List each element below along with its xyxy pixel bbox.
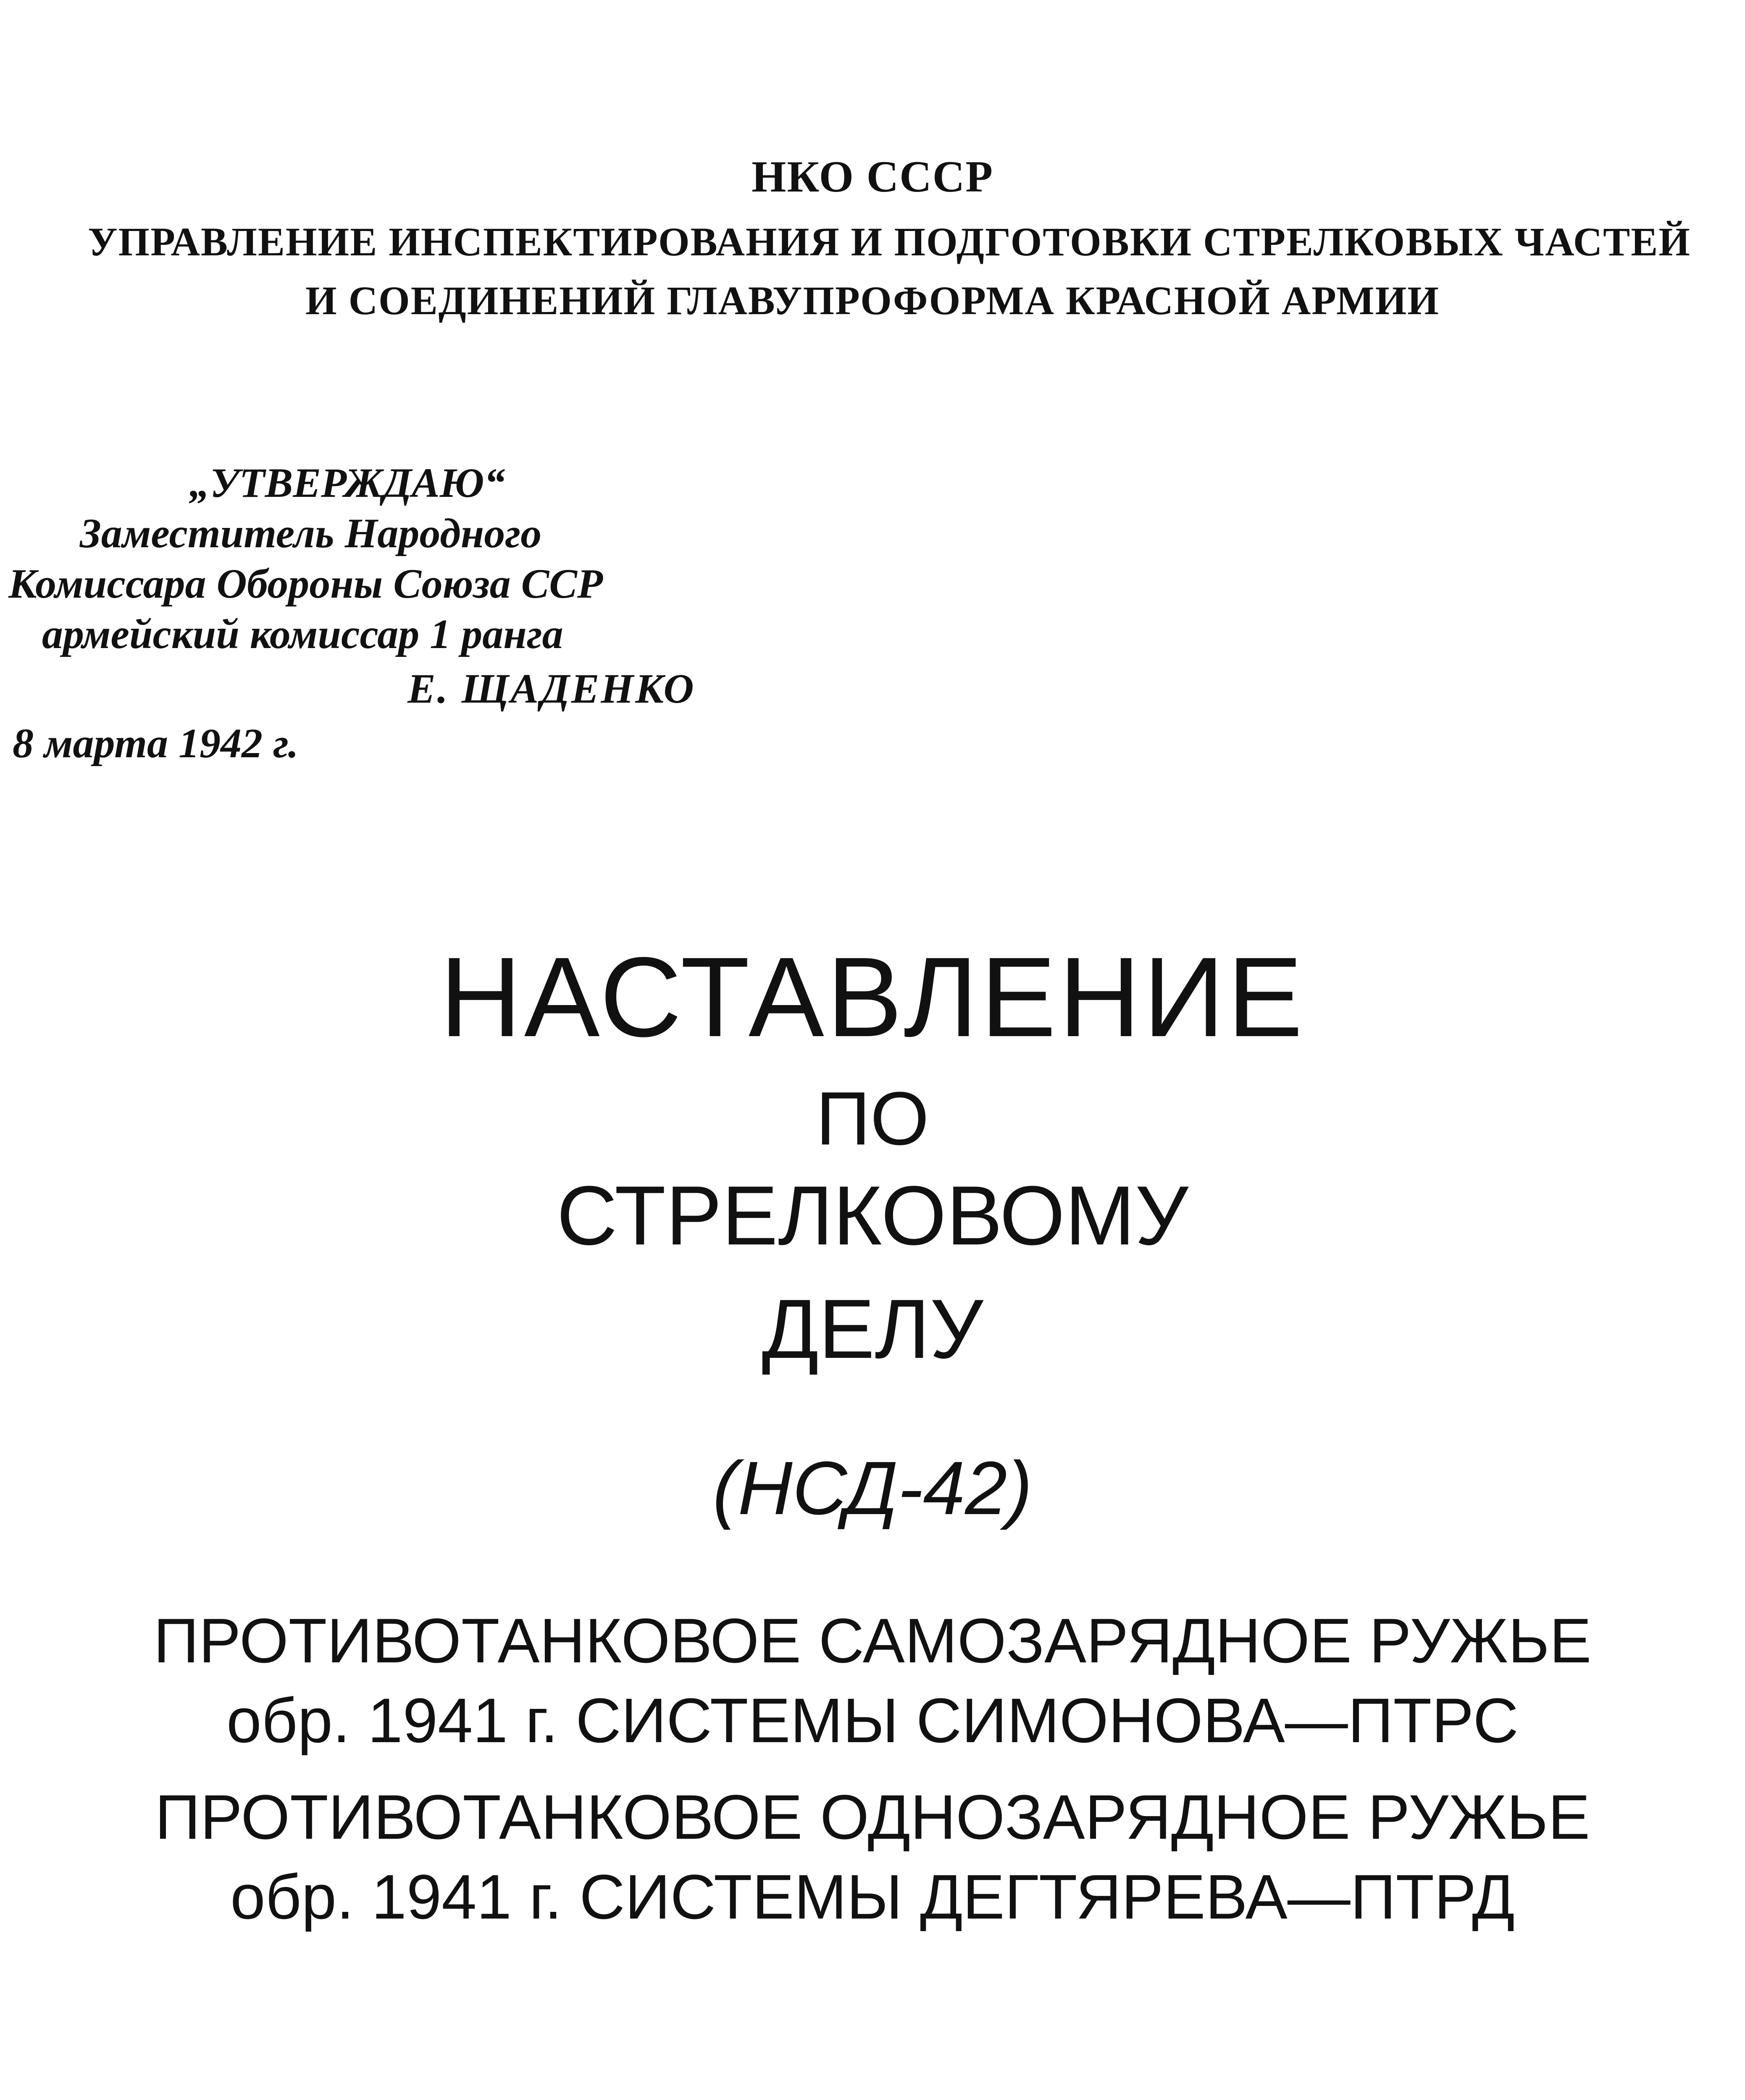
approval-signatory: Е. ЩАДЕНКО <box>407 665 696 712</box>
weapon-1-line-2: обр. 1941 г. СИСТЕМЫ СИМОНОВА—ПТРС <box>226 1685 1519 1756</box>
document-title: НАСТАВЛЕНИЕ <box>439 934 1306 1060</box>
title-line-delu: ДЕЛУ <box>762 1282 983 1376</box>
department-line-2: И СОЕДИНЕНИЙ ГЛАВУПРОФОРМА КРАСНОЙ АРМИИ <box>305 278 1440 323</box>
weapon-2-line-2: обр. 1941 г. СИСТЕМЫ ДЕГТЯРЕВА—ПТРД <box>230 1861 1515 1932</box>
department-line-1: УПРАВЛЕНИЕ ИНСПЕКТИРОВАНИЯ И ПОДГОТОВКИ СТРЕЛКОВЫХ ЧАСТЕЙ <box>88 219 1691 264</box>
title-line-strelkovomu: СТРЕЛКОВОМУ <box>557 1169 1188 1263</box>
approval-date: 8 марта 1942 г. <box>13 720 299 766</box>
approval-position-line-1: Заместитель Народного <box>80 510 542 556</box>
approval-title: „УТВЕРЖДАЮ“ <box>189 459 505 506</box>
weapon-1-line-1: ПРОТИВОТАНКОВОЕ САМОЗАРЯДНОЕ РУЖЬЕ <box>153 1605 1592 1676</box>
org-header: НКО СССР <box>751 152 994 201</box>
weapon-2-line-1: ПРОТИВОТАНКОВОЕ ОДНОЗАРЯДНОЕ РУЖЬЕ <box>155 1782 1590 1852</box>
title-line-po: ПО <box>816 1076 929 1161</box>
approval-position-line-2: Комиссара Обороны Союза ССР <box>8 560 603 607</box>
document-code: (НСД-42) <box>712 1446 1033 1530</box>
approval-position-line-3: армейский комиссар 1 ранга <box>42 611 563 657</box>
